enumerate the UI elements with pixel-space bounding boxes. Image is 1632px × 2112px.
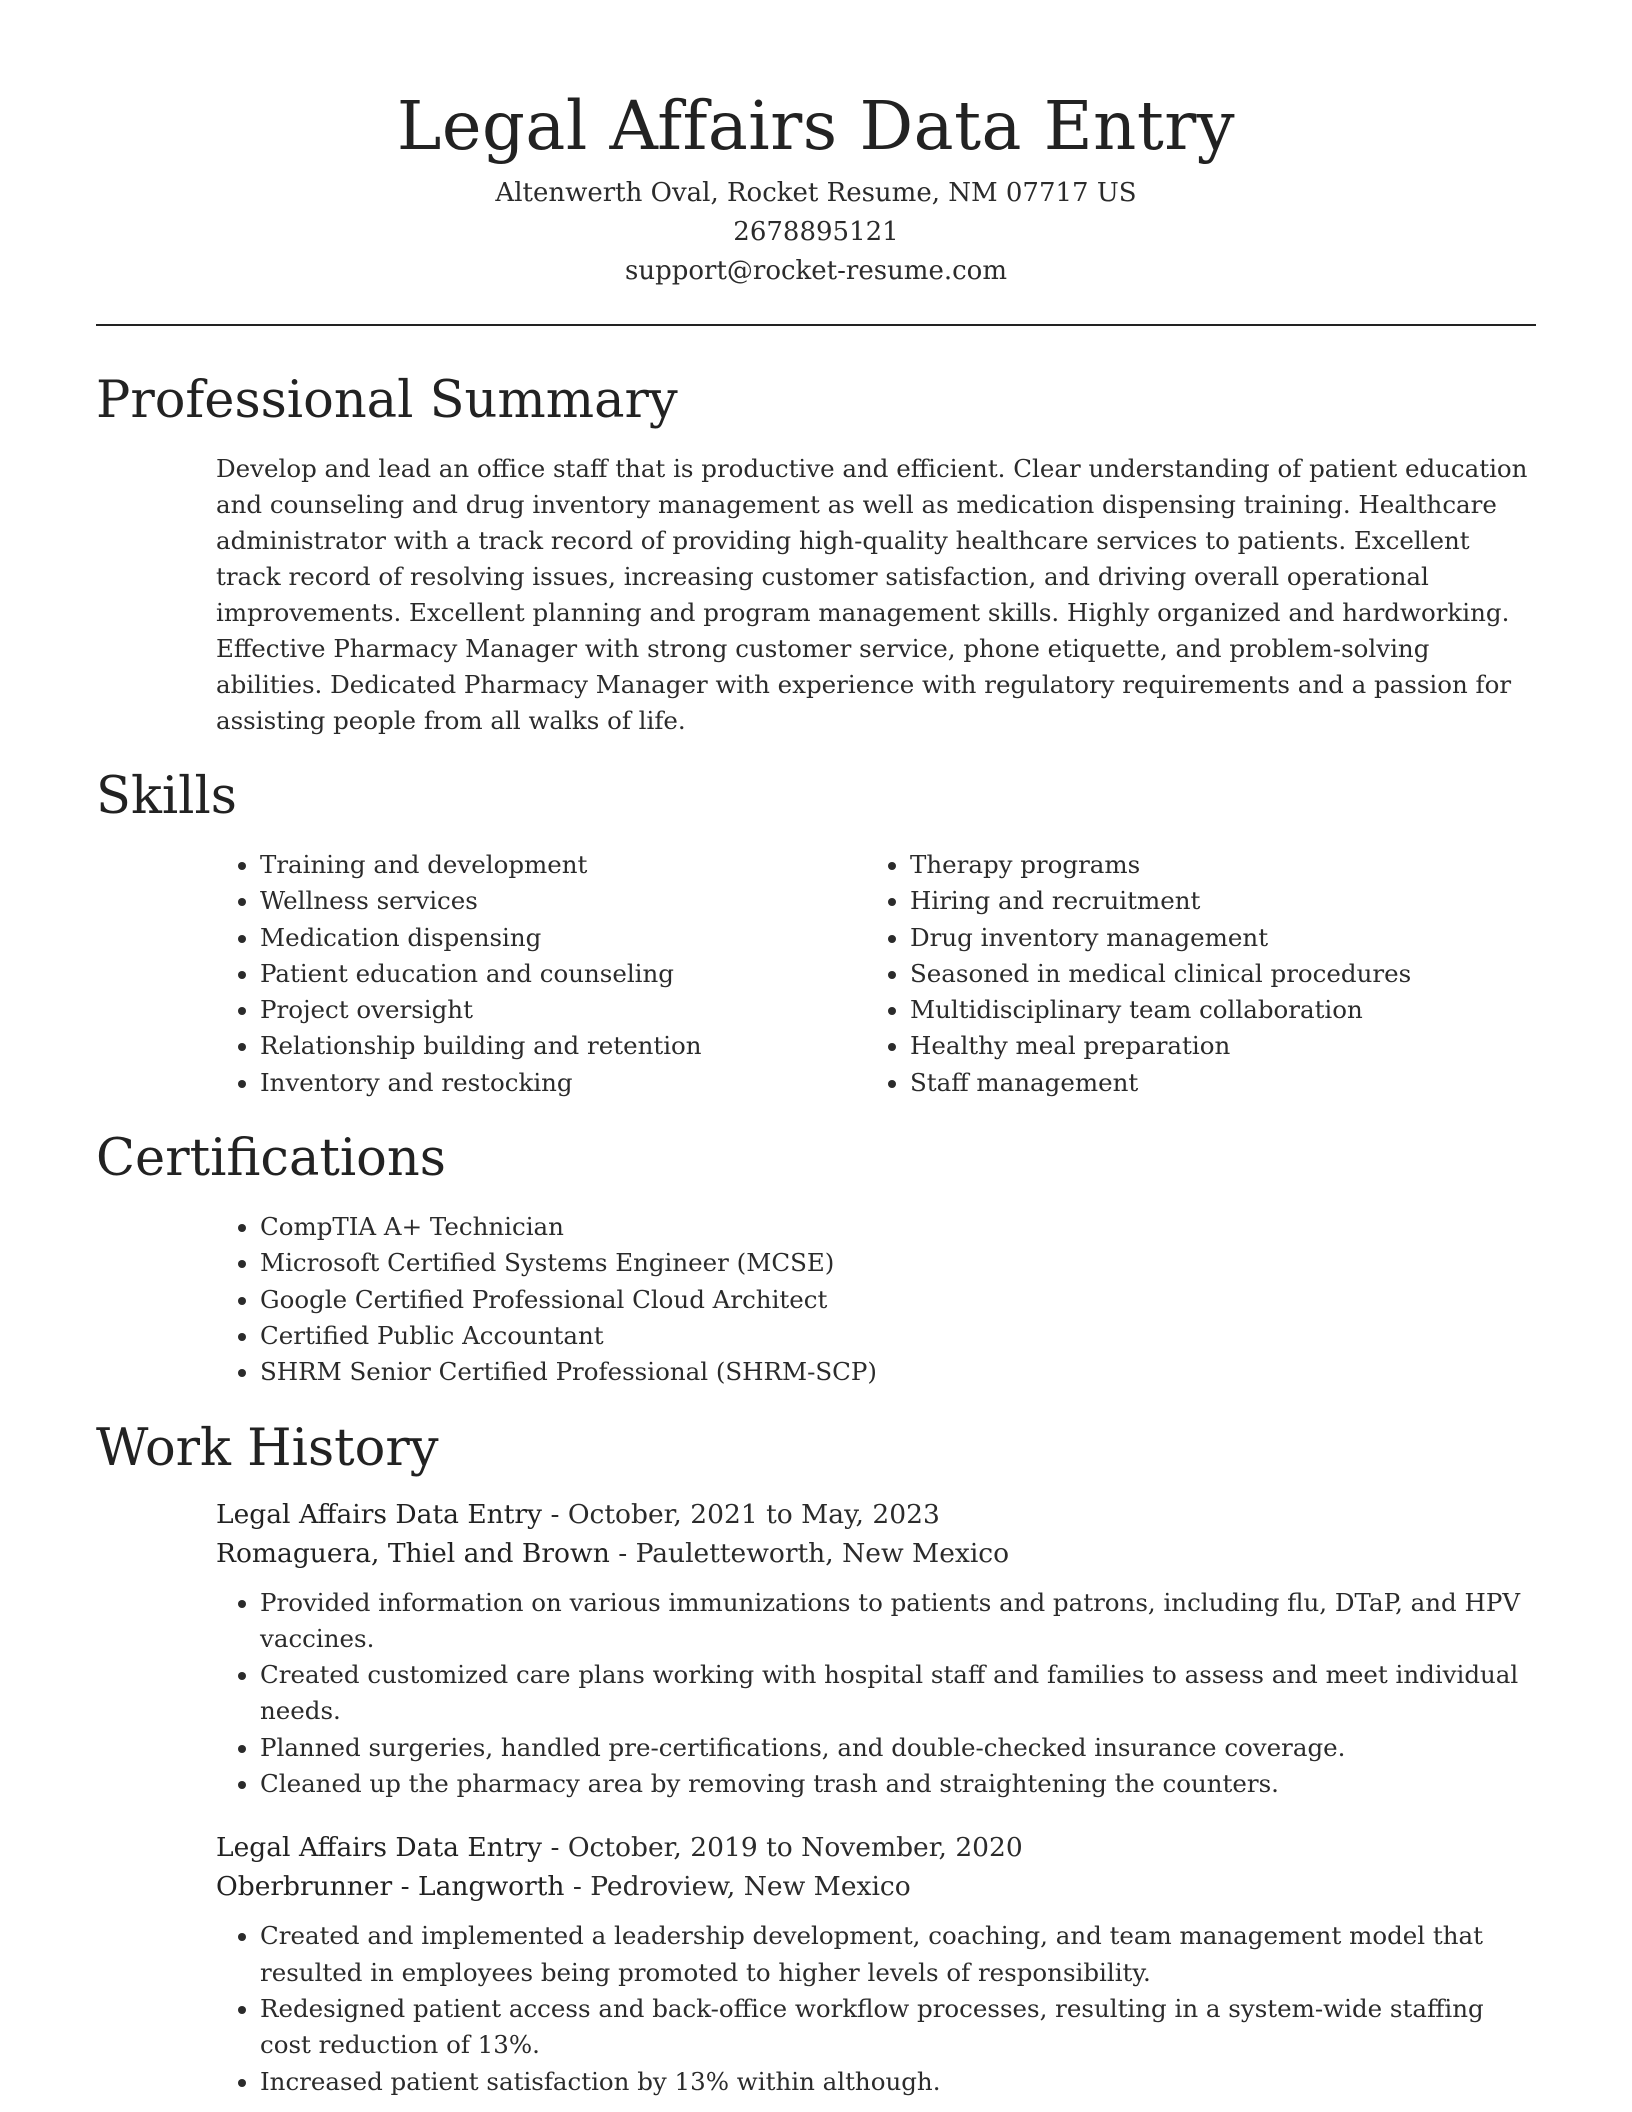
job-location: - Pauletteworth, New Mexico [609,1537,1010,1569]
job-title-line [216,1495,1536,1534]
certification-item: • CompTIA A+ Technician [260,1209,1536,1245]
job-bullet: • Created customized care plans working with hospital staff and families to assess and meet individual needs. [260,1657,1536,1730]
section-title-certifications: Certifications [96,1129,446,1189]
header-divider [96,324,1536,326]
certification-item: • Google Certified Professional Cloud Architect [260,1282,1536,1318]
skill-item: • Drug inventory management [910,920,1516,956]
job-bullet: • Cleaned up the pharmacy area by removing trash and straightening the counters. [260,1766,1536,1802]
contact-block [96,174,1536,291]
skill-item: • Training and development [260,847,866,883]
job-company-line [216,1867,1536,1906]
job-dates: - October, 2019 to November, 2020 [542,1832,1023,1864]
job-bullet: • Increased patient satisfaction by 13% within although. [260,2064,1536,2100]
section-title-work-history: Work History [96,1418,439,1478]
skills-grid [216,847,1536,1101]
skill-item: • Multidisciplinary team collaboration [910,992,1516,1028]
job-bullet: • Created and implemented a leadership development, coaching, and team management model that resulted in employees being promoted to higher levels of responsibility. [260,1918,1536,1991]
skill-item: • Staff management [910,1065,1516,1101]
job-bullet: • Redesigned patient access and back-office workflow processes, resulting in a system-wide staffing cost reduction of 13%. [260,1991,1536,2064]
job-bullet: • Planned surgeries, handled pre-certifications, and double-checked insurance coverage. [260,1730,1536,1766]
job-title: Legal Affairs Data Entry [216,1498,543,1530]
section-title-summary: Professional Summary [96,371,678,430]
job-company-line [216,1534,1536,1573]
contact-address: Altenwerth Oval, Rocket Resume, NM 07717 US [495,178,1137,208]
job-title: Legal Affairs Data Entry [216,1832,543,1864]
certifications-list [216,1209,1536,1390]
job-entry [216,1828,1536,2099]
resume-page [96,0,1536,2100]
job-bullets [216,1918,1536,2099]
job-title-line [216,1828,1536,1867]
job-bullets [216,1585,1536,1803]
job-company: Romaguera, Thiel and Brown [216,1537,610,1569]
skill-item: • Hiring and recruitment [910,883,1516,919]
job-dates: - October, 2021 to May, 2023 [542,1498,940,1530]
certification-item: • Certified Public Accountant [260,1318,1536,1354]
certification-item: • SHRM Senior Certified Professional (SHRM-SCP) [260,1354,1536,1390]
contact-phone: 2678895121 [733,217,899,247]
job-bullet: • Provided information on various immunizations to patients and patrons, including flu, DTaP, and HPV vaccines. [260,1585,1536,1658]
contact-email: support@rocket-resume.com [624,256,1007,286]
job-location: - Pedroview, New Mexico [564,1871,911,1903]
skill-item: • Relationship building and retention [260,1028,866,1064]
certification-item: • Microsoft Certified Systems Engineer (MCSE) [260,1245,1536,1281]
skills-column-right [866,847,1516,1101]
skill-item: • Inventory and restocking [260,1065,866,1101]
skill-item: • Wellness services [260,883,866,919]
skill-item: • Healthy meal preparation [910,1028,1516,1064]
skill-item: • Seasoned in medical clinical procedures [910,956,1516,992]
skill-item: • Therapy programs [910,847,1516,883]
job-company: Oberbrunner - Langworth [216,1871,565,1903]
skill-item: • Project oversight [260,992,866,1028]
skill-item: • Medication dispensing [260,920,866,956]
skill-item: • Patient education and counseling [260,956,866,992]
section-title-skills: Skills [96,767,237,826]
summary-text: Develop and lead an office staff that is productive and efficient. Clear understanding of patient education and counseling and drug inventory management as well as medication dispensing training. Healthcare administrator with a track record of providing high-quality healthcare services to patients. Excellent track record of resolving issues, increasing customer satisfaction, and driving overall operational improvements. Excellent planning and program management skills. Highly organized and hardworking. Effective Pharmacy Manager with strong customer service, phone etiquette, and problem-solving abilities. Dedicated Pharmacy Manager with experience with regulatory requirements and a passion for assisting people from all walks of life. [216,454,1528,735]
skills-column-left [216,847,866,1101]
job-entry [216,1495,1536,1803]
candidate-name: Legal Affairs Data Entry [396,87,1236,165]
